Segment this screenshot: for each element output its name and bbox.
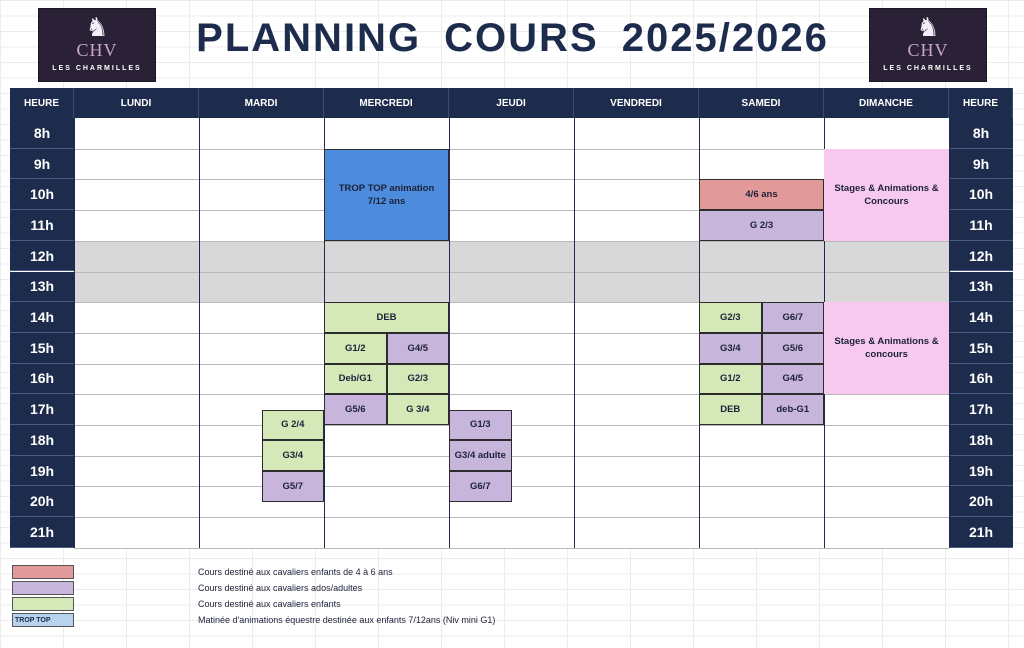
legend-description: Matinée d'animations équestre destinée aux enfants 7/12ans (Niv mini G1) [198,615,496,625]
day-divider [74,88,75,548]
column-header-lundi: LUNDI [74,88,199,118]
hour-label-right: 16h [949,364,1013,395]
hour-label-left: 13h [10,272,74,303]
logo-subtitle: LES CHARMILLES [52,65,142,72]
legend-swatch [12,597,74,611]
schedule-grid [10,88,1013,548]
session-block-samedi[interactable]: G 2/3 [699,210,824,241]
club-logo-right [869,8,987,82]
horse-icon: ♞ [85,12,109,42]
hour-label-left: 15h [10,333,74,364]
session-block-samedi[interactable]: G4/5 [762,364,825,395]
column-header-mardi: MARDI [199,88,324,118]
row-divider [74,149,949,150]
column-header-jeudi: JEUDI [449,88,574,118]
session-block-jeudi[interactable]: G6/7 [449,471,512,502]
hour-label-left: 20h [10,486,74,517]
session-block-mercredi[interactable]: G4/5 [387,333,450,364]
session-block-dimanche[interactable]: Stages & Animations & Concours [824,149,949,241]
hour-label-left: 8h [10,118,74,149]
hour-label-right: 15h [949,333,1013,364]
session-block-mardi[interactable]: G3/4 [262,440,325,471]
hour-label-right: 8h [949,118,1013,149]
hour-label-right: 10h [949,179,1013,210]
session-block-samedi[interactable]: G3/4 [699,333,762,364]
session-block-samedi[interactable]: 4/6 ans [699,179,824,210]
logo-subtitle: LES CHARMILLES [883,65,973,72]
session-block-jeudi[interactable]: G1/3 [449,410,512,441]
column-header-dimanche: DIMANCHE [824,88,949,118]
hour-label-right: 11h [949,210,1013,241]
session-block-mercredi[interactable]: G2/3 [387,364,450,395]
column-header-hour: HEURE [10,88,74,118]
row-divider [74,241,949,242]
club-logo-left [38,8,156,82]
day-divider [949,88,950,548]
session-block-mercredi[interactable]: G 3/4 [387,394,450,425]
hour-label-left: 21h [10,517,74,548]
session-block-jeudi[interactable]: G3/4 adulte [449,440,512,471]
hour-label-right: 21h [949,517,1013,548]
session-block-samedi[interactable]: G2/3 [699,302,762,333]
row-divider [74,272,949,273]
session-block-samedi[interactable]: G5/6 [762,333,825,364]
hour-label-right: 9h [949,149,1013,180]
session-block-mercredi[interactable]: DEB [324,302,449,333]
column-header-vendredi: VENDREDI [574,88,699,118]
legend-swatch [12,565,74,579]
legend-description: Cours destiné aux cavaliers enfants de 4 à 6 ans [198,567,393,577]
session-block-samedi[interactable]: G1/2 [699,364,762,395]
row-divider [74,456,949,457]
row-divider [74,517,949,518]
day-divider [574,88,575,548]
hour-label-left: 17h [10,394,74,425]
session-block-samedi[interactable]: deb-G1 [762,394,825,425]
page-title: PLANNING COURS 2025/2026 [196,16,829,60]
logo-monogram: CHV [907,40,949,60]
hour-label-right: 13h [949,272,1013,303]
column-header-mercredi: MERCREDI [324,88,449,118]
session-block-mardi[interactable]: G5/7 [262,471,325,502]
hour-label-right: 20h [949,486,1013,517]
session-block-mercredi[interactable]: G5/6 [324,394,387,425]
legend-description: Cours destiné aux cavaliers enfants [198,599,341,609]
session-block-samedi[interactable]: DEB [699,394,762,425]
hour-label-left: 19h [10,456,74,487]
session-block-mercredi[interactable]: Deb/G1 [324,364,387,395]
horse-icon: ♞ [916,12,940,42]
session-block-mercredi[interactable]: TROP TOP animation 7/12 ans [324,149,449,241]
hour-label-left: 14h [10,302,74,333]
legend-swatch: TROP TOP [12,613,74,627]
row-divider [74,486,949,487]
hour-label-right: 19h [949,456,1013,487]
hour-label-left: 18h [10,425,74,456]
hour-label-left: 12h [10,241,74,272]
logo-monogram: CHV [76,40,118,60]
row-divider [74,548,949,549]
hour-label-left: 11h [10,210,74,241]
hour-label-right: 14h [949,302,1013,333]
row-divider [74,425,949,426]
hour-label-left: 10h [10,179,74,210]
hour-label-left: 9h [10,149,74,180]
session-block-dimanche[interactable]: Stages & Animations & concours [824,302,949,394]
session-block-samedi[interactable]: G6/7 [762,302,825,333]
legend-description: Cours destiné aux cavaliers ados/adultes [198,583,363,593]
day-divider [199,88,200,548]
column-header-samedi: SAMEDI [699,88,824,118]
session-block-mardi[interactable]: G 2/4 [262,410,325,441]
hour-label-right: 12h [949,241,1013,272]
hour-label-right: 17h [949,394,1013,425]
column-header-hour: HEURE [949,88,1013,118]
hour-label-left: 16h [10,364,74,395]
hour-label-right: 18h [949,425,1013,456]
legend-swatch [12,581,74,595]
session-block-mercredi[interactable]: G1/2 [324,333,387,364]
